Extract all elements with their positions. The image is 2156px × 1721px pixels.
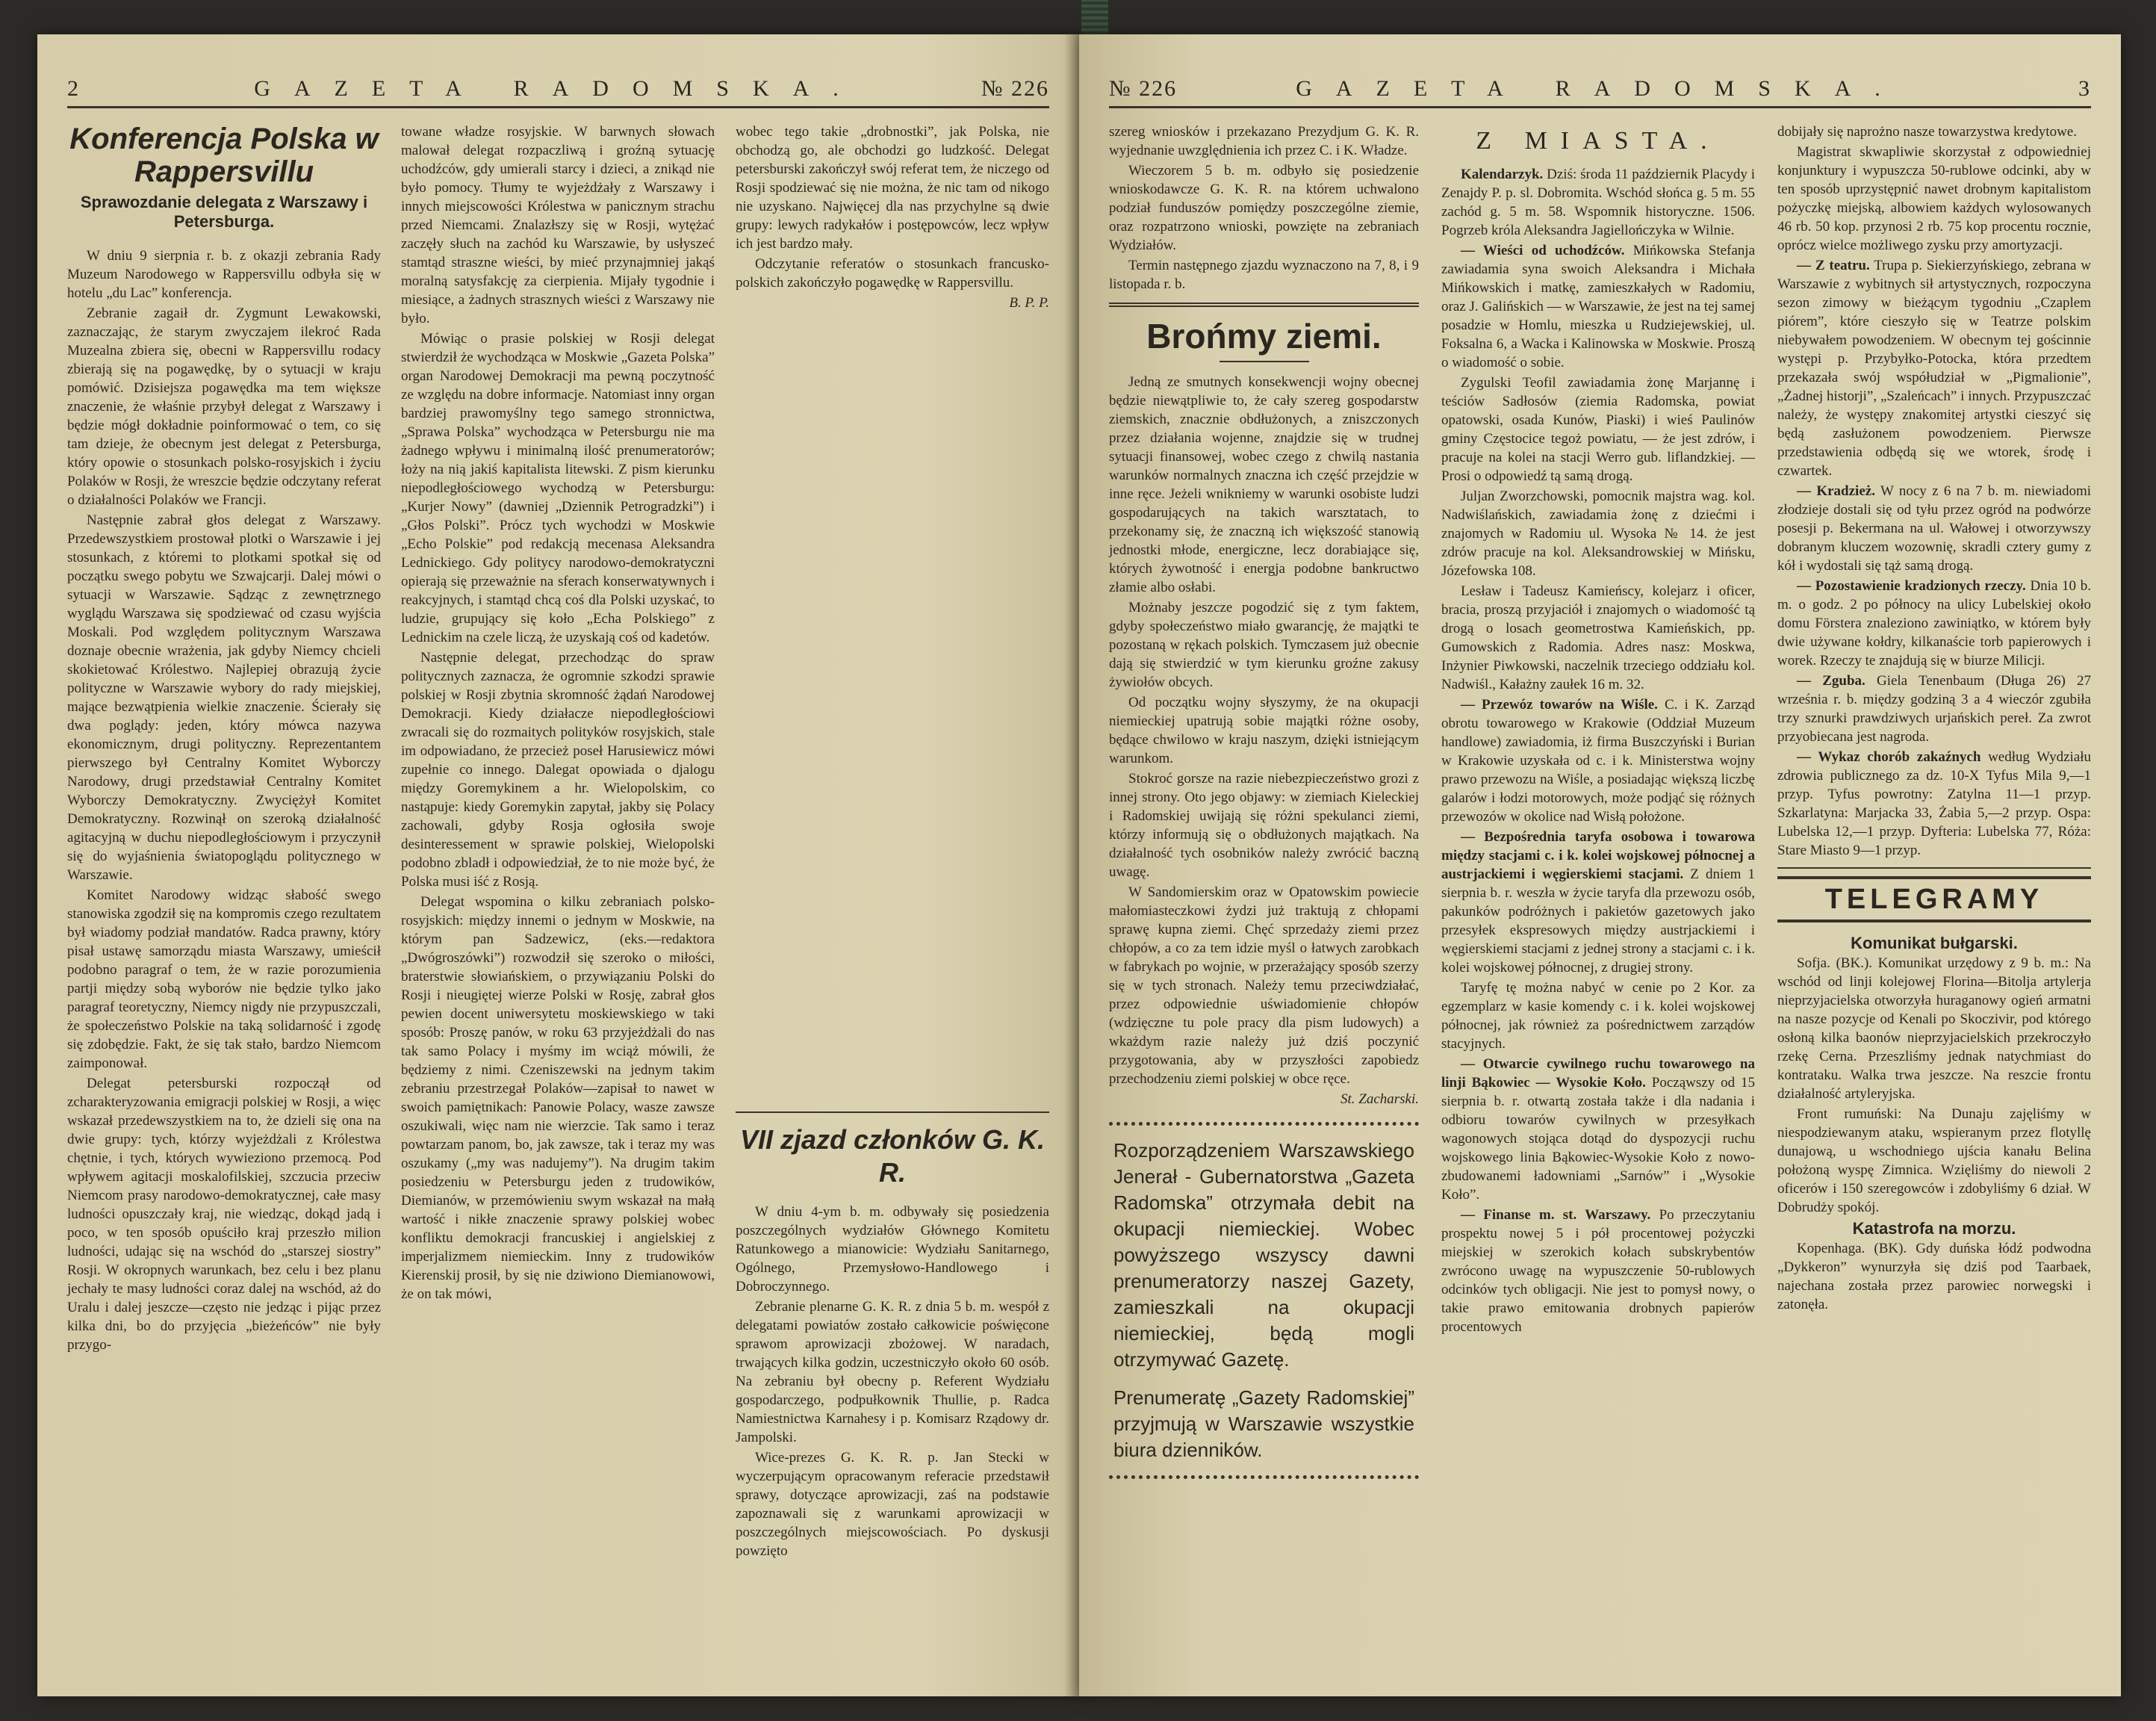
paragraph: Zygulski Teofil zawiadamia żonę Marjannę i teściów Sadłosów (ziemia Radomska, powiat opatowski, osada Kunów, Piaski) i wieś Paulinów gminy Częstocice tegoż powiatu, — że jest zdrów, i pracuje na kolei na stacji Werro gub. liflandzkiej. — Prosi o odpowiedź tą samą drogą. — [1441, 375, 1755, 484]
divider — [736, 1111, 1049, 1113]
item-label: — Przewóz towarów na Wiśle. — [1461, 697, 1658, 713]
left-column-3 — [736, 123, 1049, 1562]
paragraph: W dniu 4-ym b. m. odbywały się posiedzenia poszczególnych wydziałów Głównego Komitetu Ratunkowego a mianowicie: Wydziału Sanitarnego, Ogólnego, Przemysłowo-Handlowego i Dobroczynnego. — [736, 1204, 1049, 1294]
paragraph: Delegat petersburski rozpoczął od zcharakteryzowania emigracji polskiej w Rosji, a więc wskazał przedewszystkiem na to, że dzieli się ona na dwie grupy: tych, którzy wyjeżdżali z Królestwa chętnie, i tych, których wywieziono przemocą. Pod wpływem agitacji moskalofilskiej, szczucia przeciw Niemcom prasy narodowo-demokratycznej, całe masy ludności opuszczały kraj, nie wiedząc, dokąd jadą i poco, w ten sposób opuściło kraj przeszło milion ludności, udając się na wschód do „starszej siostry” Rosji. W okropnych warunkach, bez celu i bez planu jechały te masy ludności coraz dalej na wschód, aż do Uralu i dalej jeszcze—często nie jedząc i pijąc przez kilka dni, bo do przyjęcia „bieżeńców” nie były przygo- — [67, 1076, 381, 1353]
paragraph: W dniu 9 sierpnia r. b. z okazji zebrania Rady Muzeum Narodowego w Rappersvillu odbyła się w hotelu „du Lac” konferencja. — [67, 248, 381, 301]
item-text: Po przeczytaniu prospektu nowej 5 i pół procentowej pożyczki miejskiej w szerokich kołach subskrybentów zwrócono uwagę na wypuszczenie 50-rublowych odcinków tych obligacji. Nie jest to pomysł nowy, o takie prawo emitowania drobnych papierów procentowych — [1441, 1207, 1755, 1335]
issue-number: № 226 — [981, 76, 1049, 101]
paragraph: Zebranie plenarne G. K. R. z dnia 5 b. m. wespół z delegatami powiatów zostało całkowicie poświęcone sprawom aprowizacji zbożowej. W naradach, trwających kilka godzin, uczestniczyło około 60 osób. Na zebraniu był obecny p. Referent Wydziału gospodarczego, podpułkownik Thullie, p. Radca Namiestnictwa Karnahesy i p. Komisarz Rządowy dr. Jampolski. — [736, 1299, 1049, 1445]
signature: St. Zacharski. — [1340, 1091, 1419, 1107]
item-text: według Wydziału zdrowia publicznego za dz. 10-X Tyfus Mila 9,—1 przyp. Tyfus powrotny: Zatylna 11—1 przyp. Szkarlatyna: Marjacka 33, Żabia 5,—2 przyp. Ospa: Lubelska 12,—1 przyp. Dyfteria: Lubelska 77, Róża: Stare Miasto 9—1 przyp. — [1777, 749, 2092, 858]
paragraph: Możnaby jeszcze pogodzić się z tym faktem, gdyby społeczeństwo miało gwarancję, że majątki te pozostaną w rękach polskich. Tymczasem już obecnie dają się stwierdzić w tym kierunku groźne zakusy żywiołów obcych. — [1109, 600, 1419, 690]
article-subhead: Sprawozdanie delegata z Warszawy i Petersburga. — [80, 193, 368, 231]
paragraph: Wice-prezes G. K. R. p. Jan Stecki w wyczerpującym opracowanym referacie przedstawił sprawy, dotyczące aprowizacji, zaś na podstawie zapoznawali się z warunkami aprowizacji w poszczególnych miejscowościach. Po dyskusji powzięto — [736, 1450, 1049, 1559]
item-text: Z dniem 1 sierpnia b. r. weszła w życie taryfa dla przewozu osób, pakunków podróżnych i pakietów gazetowych jako przesyłek ekspresowych między austrjackiemi i węgierskiemi stacjami z jednej strony a stacjami c. i k. kolei wojskowej północnej, z drugiej strony. — [1441, 866, 1756, 976]
paragraph: szereg wniosków i przekazano Prezydjum G. K. R. wyjednanie uwzględnienia ich przez C. i K. Władze. — [1109, 124, 1419, 158]
article-headline: Brońmy ziemi. — [1146, 317, 1382, 356]
right-column-2 — [1441, 123, 1755, 1338]
paragraph: Lesław i Tadeusz Kamieńscy, kolejarz i oficer, bracia, proszą przyjaciół i znajomych o wiadomość tą drogą o losach geometrostwa Kamieńskich, pp. Gumowskich z Radomia. Adres nasz: Moskwa, Inżynier Piwkowski, naczelnik trzeciego oddziału kol. Nadwiśl., Kałażny zaułek 16 m. 32. — [1441, 583, 1755, 692]
signature: B. P. P. — [1009, 295, 1049, 311]
notice-text: Prenumeratę „Gazety Radomskiej” przyjmują w Warszawie wszystkie biura dzienników. — [1113, 1386, 1414, 1461]
item-label: — Otwarcie cywilnego ruchu towarowego na linji Bąkowiec — Wysokie Koło. — [1441, 1056, 1755, 1091]
article-headline: Konferencja Polska w Rappersvillu — [69, 123, 379, 188]
right-column-1 — [1109, 123, 1419, 1479]
paragraph: Delegat wspomina o kilku zebraniach polsko-rosyjskich: między innemi o jednym w Moskwie, na którym pan Sadzewicz, (eks.—redaktora „Dwógroszówki”) rozwodził się szeroko o miłości, braterstwie słowiańskiem, o przywiązaniu Polski do Rosji i nieugiętej wierze Polski w Rosję, zabrał głos pewien docent uniwersytetu moskiewskiego w taki sposób: Proszę panów, w roku 63 przyjeżdżali do nas tak samo Polacy i myśmy im wciąż mówili, że będziemy z nimi. Czeniszewski na jednym takim zebraniu przestrzegał Polaków—zapisał to nawet w swoich pamiętnikach: Panowie Polacy, wasze zawsze oszukiwali, więc nam nie wierzcie. Tak samo i teraz powtarzam panom, bo, jak zawsze, tak i teraz my was oszukamy („my was nadujemy”). Na drugim takim posiedzeniu w Petersburgu jeden z trudowików, Diemianów, w przemówieniu swym wskazał na małą wartość i nikłe znaczenie sprawy polskiej wobec konfliktu demokracji francuskiej i angielskiej z imperjalizmem niemieckim. Inny z trudowików Kierenskij prosił, by się nie dziwiono Diemianowowi, że on tak mówi, — [401, 894, 715, 1302]
paragraph: Zebranie zagaił dr. Zygmunt Lewakowski, zaznaczając, że starym zwyczajem ilekroć Rada Muzealna zbiera się, obecni w Rappersvillu rodacy zbierają się na pogawędkę, by o sytuacji w kraju pomówić. Dzisiejsza pogawędka ma tem większe znaczenie, że właśnie przybył delegat z Warszawy i będzie mógł dokładnie poinformować o tem, co się tam dzieje, że obecnym jest delegat z Petersburga, który opowie o stosunkach polsko-rosyjskich i życiu Polaków w Rosji, że wreszcie będzie odczytany referat o działalności Polaków we Francji. — [67, 306, 381, 508]
page-number: 2 — [67, 76, 80, 101]
paragraph: Mówiąc o prasie polskiej w Rosji delegat stwierdził że wychodząca w Moskwie „Gazeta Polska” organ Narodowej Demokracji ma pewną poczytność ze względu na dobre informacje. Natomiast inny organ bardziej prawomyślny tego samego stronnictwa, „Sprawa Polska” wychodząca w Petersburgu nie ma żadnego wpływu i minimalną ilość prenumeratorów; łoży na nią jakiś kapitalista litewski. Z pism kierunku niepodległościowego wychodzą w Petersburgu: „Kurjer Nowy” (dawniej „Dziennik Petrogradzki”) i „Głos Polski”. Prócz tych wychodzi w Moskwie „Echo Polskie” pod redakcją mecenasa Aleksandra Lednickiego. Gdy politycy narodowo-demokratyczni opierają się przeważnie na sferach konserwatywnych i reakcyjnych, i stamtąd chcą coś dla Polski uzyskać, to ludzie, grupujący się koło „Echa Polskiego” z Lednickim na czele liczą, że uzyskają coś od kadetów. — [401, 331, 715, 645]
telegram-headline: Komunikat bułgarski. — [1851, 934, 2018, 952]
divider — [1777, 867, 2091, 869]
paragraph: Sofja. (BK.). Komunikat urzędowy z 9 b. m.: Na wschód od linji kolejowej Florina—Bitolja artylerja nieprzyjacielska otworzyła huraganowy ogień armatni na nasze pozycje od Kenali po Skoczivir, pod którego osłoną kilka baonów nieprzyjacielskich przekroczyło rzekę Cerna. Przeszliśmy jednak natychmiast do kontrataku. Walka trwa jeszcze. Na reszcie frontu działalność artyleryjska. — [1777, 955, 2091, 1102]
left-masthead — [67, 72, 1049, 108]
right-column-3 — [1777, 123, 2091, 1315]
right-masthead — [1109, 72, 2091, 108]
item-text: Dnia 10 b. m. o godz. 2 po północy na ulicy Lubelskiej około domu Förstera znaleziono zawiniątko, w którem były dwie używane kołdry, kilkanaście torb papierowych i worek. Rzeczy te znajdują się w biurze Milicji. — [1777, 578, 2091, 669]
item-text: Dziś: środa 11 październik Placydy i Zenajdy P. p. sl. Dobromita. Wschód słońca g. 5 m. 55 zachód g. 5 m. 58. Wspomnik historyczne. 1506. Pogrzeb króla Aleksandra Jagiellończyka w Wilnie. — [1441, 167, 1755, 238]
item-label: — Pozostawienie kradzionych rzeczy. — [1797, 578, 2026, 594]
left-column-1 — [67, 123, 381, 1356]
divider — [1109, 303, 1419, 307]
issue-number: № 226 — [1109, 76, 1178, 101]
item-label: — Wieści od uchodźców. — [1461, 243, 1625, 258]
paragraph: wobec tego takie „drobnostki”, jak Polska, nie obchodzą go, ale obchodzi go ludzkość. Delegat petersburski zakończył swój referat tem, że niczego od Rosji spodziewać się nie można, że nic tam od nikogo nie uzyskano. Najwięcej dla nas przychylne są dwie grupy: lewych radykałów i postępowców, lecz wpływ ich jest bardzo mały. — [736, 124, 1049, 252]
paragraph: Stokroć gorsze na razie niebezpieczeństwo grozi z innej strony. Oto jego objawy: w ziemiach Kieleckiej i Radomskiej uwijają się różni spekulanci ziemi, którzy informują się o obdłużonych majątkach. Na działalność tych osobników należy zwrócić baczną uwagę. — [1109, 771, 1419, 880]
paragraph: Magistrat skwapliwie skorzystał z odpowiedniej konjunktury i wypuszcza 50-rublowe odcinki, aby w ten sposób uprzystępnić nawet drobnym kapitalistom pożyczkę miejską, albowiem każdych wylosowanych 46 rb. 50 kop. przynosi 2 rb. 75 kop procentu rocznie, oprócz wielce możliwego zysku przy amortyzacji. — [1777, 144, 2091, 253]
notice-text: Rozporządzeniem Warszawskiego Jenerał - Gubernatorstwa „Gazeta Radomska” otrzymała debit na okupacji niemieckiej. Wobec powyższego wszyscy dawni prenumeratorzy naszej Gazety, zamieszkali na okupacji niemieckiej, będą mogli otrzymywać Gazetę. — [1113, 1139, 1414, 1371]
paragraph: Termin następnego zjazdu wyznaczono na 7, 8, i 9 listopada r. b. — [1109, 258, 1419, 292]
item-text: Mińkowska Stefanja zawiadamia syna swoich Aleksandra i Michała Mińkowskich i matkę, zamieszkałych w Radomiu, oraz J. Galińskich — w Warszawie, że jest na tej samej posadzie w Homlu, mieszka u Rudziejewskiej, ul. Foksalna 6, a Wacka i Kalinowska w Moskwie. Proszą o wiadomość o sobie. — [1441, 243, 1756, 370]
paragraph: Juljan Zworzchowski, pomocnik majstra wag. kol. Nadwiślańskich, zawiadamia żonę z dziećmi i znajomych w Radomiu ul. Wysoka № 14. że jest zdrów pracuje na kol. Aleksandrowskiej w Mińsku, Józefowska 108. — [1441, 489, 1755, 579]
blank-space — [736, 312, 1049, 1104]
item-label: — Z teatru. — [1797, 258, 1870, 273]
article-headline: VII zjazd członków G. K. R. — [739, 1124, 1046, 1188]
paragraph: Odczytanie referatów o stosunkach francusko-polskich zakończyło pogawędkę w Rappersvillu. — [736, 256, 1049, 291]
paragraph: Kopenhaga. (BK). Gdy duńska łódź podwodna „Dykkeron” wynurzyła się dziś pod Taarbaek, najechana została przez parowiec norwegski i zatonęła. — [1777, 1241, 2091, 1312]
paragraph: Komitet Narodowy widząc słabość swego stanowiska zgodził się na kompromis czego rezultatem był wiadomy podział mandatów. Radca prawny, który pisał ustawę samorządu miasta Warszawy, umieścił podobno paragraf o tem, że w razie porozumienia partji między sobą wyborów nie będzie tylko jako paragraf teoretyczny, Niemcy nigdy nie przypuszczali, że społeczeństwo Polskie na taką solidarność i zgodę się zdobędzie. Fakt, że się tak stało, bardzo Niemcom zaimponował. — [67, 887, 381, 1071]
item-label: — Kradzież. — [1797, 483, 1875, 499]
paragraph: Front rumuński: Na Dunaju zajęliśmy w niespodziewanym ataku, wspieranym przez flotyllę dunajową, u wschodniego ujścia kanału Belina położoną wyspę Zimnica. Wzięliśmy do niewoli 2 oficerów i 150 szeregowców i zdobyliśmy 6 dział. W Dobrudży spokój. — [1777, 1106, 2091, 1215]
item-text: W nocy z 6 na 7 b. m. niewiadomi złodzieje dostali się od tyłu przez ogród na podwórze posesji p. Bekermana na ul. Wałowej i otworzywszy dobranym kluczem wozownię, skradli cztery gumy z kół i wydostali się tąż samą drogą. — [1777, 483, 2091, 574]
item-label: — Finanse m. st. Warszawy. — [1461, 1207, 1651, 1223]
item-label: Kalendarzyk. — [1461, 167, 1544, 182]
left-column-2 — [401, 123, 715, 1305]
item-label: — Bezpośrednia taryfa osobowa i towarowa między stacjami c. i k. kolei wojskowej północnej a austrjackiemi i węgierskiemi stacjami. — [1441, 829, 1755, 882]
paragraph: Jedną ze smutnych konsekwencji wojny obecnej będzie niewątpliwie to, że cały szereg gospodarstw ziemskich, znacznie obdłużonych, a zniszczonych przez działania wojenne, znajdzie się w trudnej sytuacji finansowej, wobec czego z chwilą nastania warunków normalnych znaczna ich część przejdzie w inne ręce. Jeżeli wnikniemy w warunki osobiste ludzi gospodarujących na takich warsztatach, to przekonamy się, że znaczną ich większość stanowią jednostki młode, energiczne, lecz dorabiające się, których żywotność i energja podobne bankructwo złamie albo osłabi. — [1109, 374, 1419, 595]
paragraph: Następnie delegat, przechodząc do spraw politycznych zaznacza, że ogromnie szkodzi sprawie polskiej w Rosji zbytnia skromność żądań Narodowej Demokracji. Kiedy działacze niepodległościowi zwracali się do rozmaitych polityków rosyjskich, stale im odpowiadano, że przecież poseł Harusiewicz mówi zupełnie co innego. Dalegat opowiada o djalogu między Goremykinem a hr. Wielopolskim, co nastąpuje: kiedy Goremykin zapytał, jakby się Polacy zachowali, gdyby Rosja ogłosiła swoje desinteressement w sprawie polskiej, Wielopolski podobno zbladł i odpowiedział, że to nie może być, że Polska musi iść z Rosją. — [401, 650, 715, 890]
newspaper-title: GAZETA RADOMSKA. — [254, 76, 863, 101]
page-number: 3 — [2078, 76, 2091, 101]
item-label: — Zguba. — [1797, 673, 1865, 689]
item-text: C. i K. Zarząd obrotu towarowego w Krakowie (Oddział Muzeum handlowe) zawiadomia, iż firma Buszczyński i Burian w Krakowie uzyskała od c. i k. Ministerstwa wojny prawo przewozu na Wiśle, a posiadając większą liczbę galarów i łodzi motorowych, może podjąć się różnych przewozów w okolice nad Wisłą położone. — [1441, 697, 1756, 825]
paragraph: Od początku wojny słyszymy, że na okupacji niemieckiej upatrują sobie majątki różne osoby, będące chwilowo w kraju naszym, dzięki istniejącym warunkom. — [1109, 695, 1419, 766]
section-headline: Z MIASTA. — [1476, 127, 1721, 155]
paragraph: Taryfę tę można nabyć w cenie po 2 Kor. za egzemplarz w kasie komendy c. i k. kolei wojskowej północnej, jak również za pośrednictwem zarządów stacyjnych. — [1441, 980, 1755, 1052]
paragraph: towane władze rosyjskie. W barwnych słowach malował delegat rozpaczliwą i groźną sytuację uchodźców, gdy umierali starcy i dzieci, a znikąd nie było pomocy. Tłumy te wyjeżdżały z Warszawy i innych miejscowości Królestwa w panicznym strachu przed Niemcami. Znalazłszy się w Rosji, wytężać zaczęły słuch na zachód ku Warszawie, by usłyszeć stamtąd straszne wieści, by mieć przynajmniej jakąś moralną satysfakcję za cierpienia. Mijały tygodnie i miesiące, a żadnych strasznych wieści z Warszawy nie było. — [401, 124, 715, 326]
section-headline: TELEGRAMY — [1777, 876, 2091, 922]
item-text: Trupa p. Siekierzyńskiego, zebrana w Warszawie z wybitnych sił artystycznych, rozpoczyna sezon zimowy w bieżącym tygodniu „Czaplem piórem”, które cieszyło się w Teatrze polskim niebywałem powodzeniem. W obecnym tej gościnnie występi p. Przybyłko-Potocka, która przedtem przekazała swój współudział w „Pigmalionie”, „Żadnej historji”, „Szaleńcach” i innych. Przypuszczać należy, że występy znakomitej artystki cieszyć się będą zasłużonem powodzeniem. Pierwsze przedstawienia odbędą się we wtorek, środę i czwartek. — [1777, 258, 2091, 479]
telegram-headline: Katastrofa na morzu. — [1852, 1219, 2016, 1238]
paragraph: W Sandomierskim oraz w Opatowskim powiecie małomiasteczkowi żydzi już traktują z chłopami sprawę kupna ziemi. Chęć sprzedaży ziemi przez chłopów, a co za tem idzie myśl o łatwych zarobkach w fabrykach po wojnie, w przerażający sposób szerzy się w tych stronach. Należy temu przeciwdziałać, przez odpowiednie uświadomienie chłopów (wdzięczne tu pole pracy dla pism ludowych) a wkażdym razie należy już dziś poczynić przygotowania, aby w przyszłości zapobiedz przechodzeniu ziemi polskiej w obce ręce. — [1109, 884, 1419, 1087]
divider — [1220, 361, 1309, 362]
paragraph: dobijały się naprożno nasze towarzystwa kredytowe. — [1777, 124, 2077, 140]
right-page — [1079, 34, 2121, 1696]
item-label: — Wykaz chorób zakaźnych — [1797, 749, 1981, 765]
item-text: Giela Tenenbaum (Długa 26) 27 września r. b. między godziną 3 a 4 wieczór zgubiła trzy sznurki prawdziwych urjańskich pereł. Za zwrot przyobiecana jest nagroda. — [1777, 673, 2092, 745]
item-text: Począwszy od 15 sierpnia b. r. otwartą została także i dla nadania i odbioru towarów cywilnych w przesyłkach wagonowych stojąca dotąd do dyspozycji ruchu wojskowego linia Bąkowiec-Wysokie Koło z nowo-zbudowanemi ładowniami „Sarnów” i „Wysokie Koło”. — [1441, 1075, 1755, 1203]
subscription-notice — [1109, 1122, 1419, 1479]
newspaper-title: GAZETA RADOMSKA. — [1296, 76, 1904, 101]
paragraph: Następnie zabrał głos delegat z Warszawy. Przedewszystkiem prostował plotki o Warszawie i jej stosunkach, z któremi to plotkami spotkał się od początku swego pobytu we Szwajcarji. Dalej mówi o sytuacji w Warszawie. Sądząc z zewnętrznego wyglądu Warszawa się spodziewać od czasu wyjścia Moskali. Pod względem politycznym Warszawa doznaje obecnie wrażenia, jak gdyby Niemcy chcieli skokietować Królestwo. Najlepiej obrazują życie polityczne w Warszawie wybory do rady miejskiej, mające bezwątpienia wielkie znaczenie. Ścierały się dwa poglądy: jeden, który mówca nazywa ekonomicznym, drugi polityczny. Reprezentantem pierwszego był Centralny Komitet Wyborczy Narodowy, drugi przedstawiał Centralny Komitet Wyborczy Demokratyczny. Zwyciężył Komitet Demokratyczny. Rozwinął on szeroką działalność agitacyjną w duchu niepodległościowym i przyczynił się do wyjaśnienia światopoglądu politycznego w Warszawie. — [67, 512, 381, 883]
left-page — [37, 34, 1079, 1696]
paragraph: Wieczorem 5 b. m. odbyło się posiedzenie wnioskodawcze G. K. R. na którem uchwalono podział funduszów pomiędzy poszczególne ziemie, oraz rozpatrzono wnioski, powzięte na zebraniach Wydziałów. — [1109, 163, 1419, 253]
